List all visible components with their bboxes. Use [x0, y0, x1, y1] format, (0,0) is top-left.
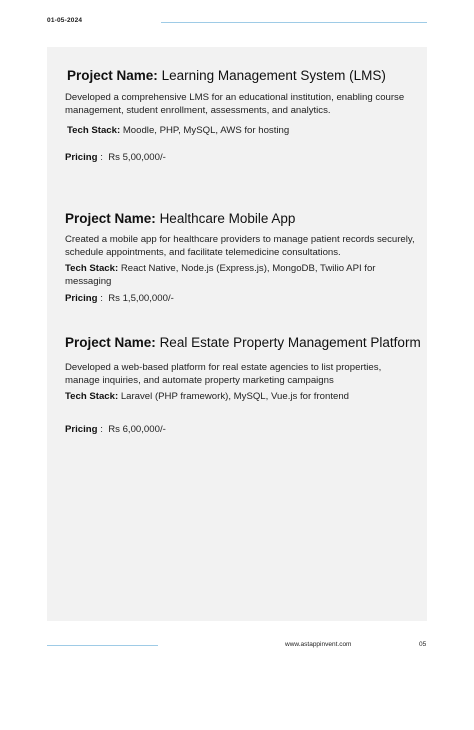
project-description: Created a mobile app for healthcare providers to manage patient records securely, schedule appointments, and facilitate telemedicine consultations.	[65, 234, 415, 258]
project-name-label: Project Name:	[65, 211, 156, 226]
pricing-separator: :	[97, 293, 109, 304]
project-title	[65, 334, 421, 351]
footer-divider	[47, 645, 158, 646]
project-title	[67, 67, 415, 84]
pricing-label: Pricing	[65, 293, 98, 304]
project-name: Healthcare Mobile App	[159, 211, 296, 226]
website-link[interactable]: www.astappinvent.com	[285, 641, 352, 648]
tech-stack-value: React Native, Node.js (Express.js), MongoDB, Twilio API for messaging	[65, 263, 376, 287]
project-pricing	[65, 152, 415, 165]
tech-stack-label: Tech Stack:	[65, 391, 119, 402]
document-date: 01-05-2024	[47, 17, 83, 24]
tech-stack-label: Tech Stack:	[65, 263, 119, 274]
project-description: Developed a comprehensive LMS for an educational institution, enabling course management, student enrollment, assessments, and analytics.	[65, 92, 405, 116]
pricing-value: Rs 1,5,00,000/-	[108, 293, 174, 304]
page-number: 05	[419, 641, 427, 648]
project-pricing	[65, 293, 415, 306]
project-name-label: Project Name:	[65, 335, 156, 350]
project-name: Learning Management System (LMS)	[161, 68, 386, 83]
project-card	[65, 210, 415, 306]
pricing-value: Rs 5,00,000/-	[108, 151, 166, 163]
tech-stack-value: Moodle, PHP, MySQL, AWS for hosting	[122, 125, 290, 136]
project-card	[65, 334, 421, 436]
pricing-separator: :	[97, 423, 109, 435]
pricing-separator: :	[97, 151, 109, 163]
project-title	[65, 210, 415, 227]
project-tech-stack	[65, 263, 415, 288]
pricing-label: Pricing	[65, 151, 98, 163]
tech-stack-label: Tech Stack:	[67, 125, 121, 136]
project-card	[65, 67, 415, 164]
project-description: Developed a web-based platform for real estate agencies to list properties, manage inquiries, and automate property marketing campaigns	[65, 362, 382, 386]
project-name-label: Project Name:	[67, 68, 158, 83]
pricing-label: Pricing	[65, 423, 98, 435]
tech-stack-value: Laravel (PHP framework), MySQL, Vue.js for frontend	[120, 391, 350, 402]
project-tech-stack	[67, 125, 415, 138]
project-name: Real Estate Property Management Platform	[159, 335, 421, 350]
header-divider	[161, 22, 427, 23]
pricing-value: Rs 6,00,000/-	[108, 423, 166, 435]
project-pricing	[65, 424, 415, 437]
project-tech-stack	[65, 391, 415, 404]
